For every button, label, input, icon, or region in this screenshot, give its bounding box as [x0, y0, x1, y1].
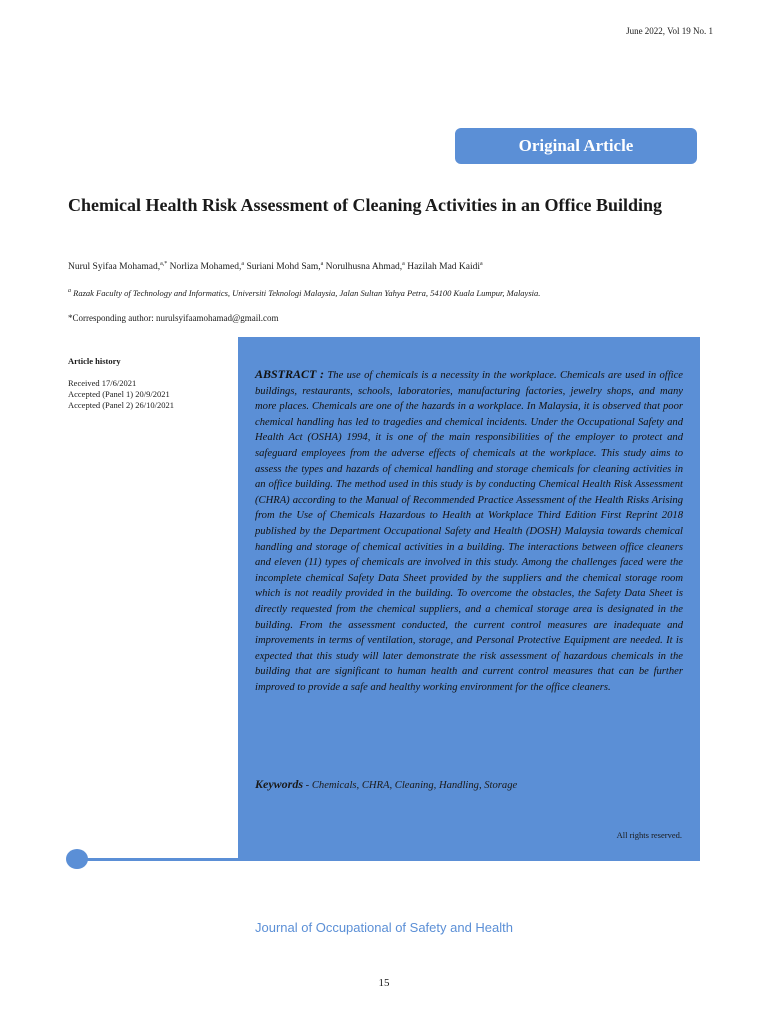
article-type-badge: Original Article	[455, 128, 697, 164]
corresponding-author: *Corresponding author: nurulsyifaamohamad@gmail.com	[68, 313, 279, 323]
journal-name: Journal of Occupational of Safety and Health	[255, 920, 513, 935]
author-affiliation-mark: a	[480, 261, 483, 267]
article-history-title: Article history	[68, 356, 121, 366]
author-affiliation-mark: a	[402, 261, 405, 267]
affiliation-mark: a	[68, 288, 71, 295]
author-affiliation-mark: a,*	[160, 261, 168, 267]
history-accepted-panel1: Accepted (Panel 1) 20/9/2021	[68, 389, 170, 399]
history-received: Received 17/6/2021	[68, 378, 137, 388]
author-name: Nurul Syifaa Mohamad,	[68, 262, 161, 273]
footer-divider	[75, 858, 700, 861]
keywords-label: Keywords	[255, 777, 303, 791]
abstract-label: ABSTRACT :	[255, 367, 325, 381]
author-name: Hazilah Mad Kaidi	[407, 262, 481, 273]
abstract	[255, 367, 683, 695]
keywords	[255, 777, 517, 792]
abstract-text: The use of chemicals is a necessity in the workplace. Chemicals are used in office buildings, restaurants, schools, laboratories, manufacturing factories, jewelry shops, and many more places. Chemicals are one of the hazards in a workplace. In Malaysia, it is observed that poor chemical handling has led to tragedies and chemical incidents. Under the Occupational Safety and Health Act (OSHA) 1994, it is one of the main responsibilities of the employer to protect and safeguard employees from the adverse effects of chemicals at the workplace. This study aims to assess the types and hazards of chemical handling and storage chemicals for cleaning activities in an office building. The method used in this study is by conducting Chemical Health Risk Assessment (CHRA) according to the Manual of Recommended Practice Assessment of the Health Risks Arising from the Use of Chemicals Hazardous to Health at Workplace Third Edition First Reprint 2018 published by the Department Occupational Safety and Health (DOSH) Malaysia towards chemical handling and storage of chemical activities in a building. The interactions between office cleaners and eleven (11) types of chemicals are involved in this study. Among the challenges faced were the incomplete chemical Safety Data Sheet provided by the suppliers and the chemical storage room which is not readily provided in the building. To overcome the obstacles, the Safety Data Sheet is directly requested from the chemical suppliers, and a chemical storage area is designated in the building. From the assessment conducted, the current control measures are inadequate and improvements in terms of ventilation, storage, and Personal Protective Equipment are needed. It is expected that this study will later demonstrate the risk assessment of hazardous chemicals in the building that are significant to human health and current control measures that can be further improved to provide a safe and healthy working environment for the office cleaners.	[255, 370, 683, 693]
author-name: Suriani Mohd Sam,	[246, 262, 321, 273]
author-list	[68, 261, 483, 272]
article-history	[68, 356, 228, 411]
affiliation	[68, 288, 540, 298]
history-accepted-panel2: Accepted (Panel 2) 26/10/2021	[68, 400, 174, 410]
divider-dot	[66, 849, 88, 869]
article-title: Chemical Health Risk Assessment of Cleaning Activities in an Office Building	[68, 195, 663, 215]
rights-notice: All rights reserved.	[616, 830, 682, 840]
author-name: Norliza Mohamed,	[169, 262, 242, 273]
author-name: Norulhusna Ahmad,	[325, 262, 403, 273]
author-affiliation-mark: a	[320, 261, 324, 267]
page-number: 15	[378, 977, 390, 989]
affiliation-text: Razak Faculty of Technology and Informatics, Universiti Teknologi Malaysia, Jalan Sultan Yahya Petra, 54100 Kuala Lumpur, Malaysia.	[71, 288, 541, 298]
author-affiliation-mark: a	[241, 261, 245, 267]
keywords-text: - Chemicals, CHRA, Cleaning, Handling, Storage	[303, 780, 518, 791]
issue-info: June 2022, Vol 19 No. 1	[626, 26, 713, 36]
